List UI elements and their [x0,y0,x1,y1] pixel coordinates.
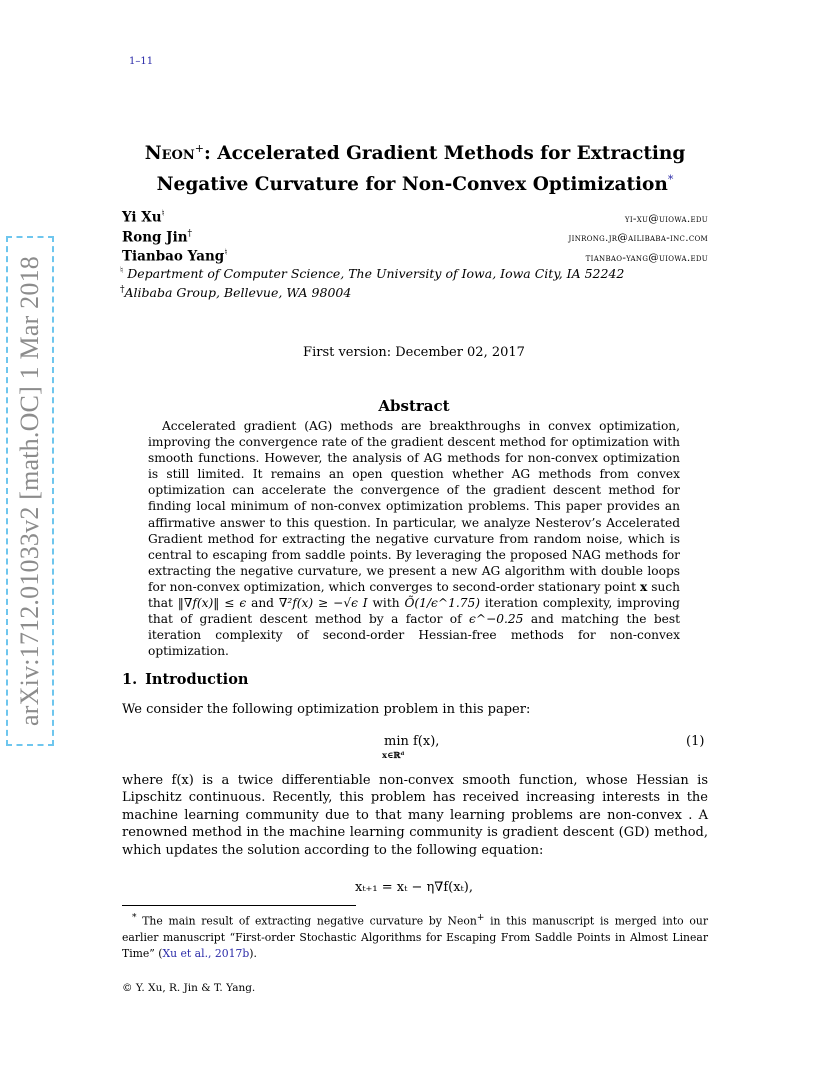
arxiv-stamp [6,236,54,746]
author-row [122,209,708,229]
author-email: jinrong.jr@ailibaba-inc.com [568,232,708,244]
author-name: Tianbao Yang♮ [122,248,228,265]
affiliation: †Alibaba Group, Bellevue, WA 98004 [120,285,352,301]
running-head: 1–11 [129,56,154,67]
footnote-rule [122,905,356,906]
equation-1-number: (1) [686,734,705,749]
title-footnote-mark[interactable]: * [667,173,674,187]
equation-1-subscript: x∈ℝᵈ [382,751,405,761]
equation-gd-update: xₜ₊₁ = xₜ − η∇f(xₜ), [355,880,473,895]
intro-paragraph: We consider the following optimization problem in this paper: [122,702,531,717]
version-date: First version: December 02, 2017 [303,345,525,360]
author-block [122,209,708,268]
author-email: tianbao-yang@uiowa.edu [585,251,708,264]
footnote: * The main result of extracting negative curvature by Neon+ in this manuscript is merged into our earlier manuscript “First-order Stochastic Algorithms for Escaping From Saddle Points in Almost Linear Time” (Xu et al., 2017b). [122,913,708,960]
paper-title [100,136,730,198]
author-name: Yi Xu♮ [122,209,165,226]
abstract-heading: Abstract [378,397,450,415]
equation-1-expr: min f(x), [384,734,440,749]
author-email: yi-xu@uiowa.edu [624,212,708,225]
citation-link[interactable]: Xu et al., 2017b [162,946,250,960]
title-line1: : Accelerated Gradient Methods for Extracting [203,143,686,165]
title-name-sup: + [194,142,204,155]
author-row [122,229,708,249]
intro-paragraph: where f(x) is a twice differentiable non-convex smooth function, whose Hessian is Lipschitz continuous. Recently, this problem has received increasing interests in the machine learning community due to that many learning problems are non-convex . A renowned method in the machine learning community is gradient descent (GD) method, which updates the solution according to the following equation: [122,773,708,858]
copyright-notice: © Y. Xu, R. Jin & T. Yang. [122,982,256,994]
title-line2: Negative Curvature for Non-Convex Optimization [156,174,668,196]
equation-1 [382,734,440,761]
author-name: Rong Jin† [122,228,193,245]
arxiv-identifier: arXiv:1712.01033v2 [math.OC] 1 Mar 2018 [15,256,44,726]
abstract-text: Accelerated gradient (AG) methods are breakthroughs in convex optimization, improving the convergence rate of the gradient descent method for optimization with smooth functions. However, the analysis of AG methods for non-convex optimization is still limited. It remains an open question whether AG methods from convex optimization can accelerate the convergence of the gradient descent method for finding local minimum of non-convex optimization problems. This paper provides an affirmative answer to this question. In particular, we analyze Nesterov’s Accelerated Gradient method for extracting the negative curvature from random noise, which is central to escaping from saddle points. By leveraging the proposed NAG methods for extracting the negative curvature, we present a new AG algorithm with double loops for non-convex optimization, which converges to second-order stationary point x such that ‖∇f(x)‖ ≤ ϵ and ∇²f(x) ≥ −√ϵ I with Õ(1/ϵ^1.75) iteration complexity, improving that of gradient descent method by a factor of ϵ^−0.25 and matching the best iteration complexity of second-order Hessian-free methods for non-convex optimization. [148,419,681,659]
affiliation: ♮ Department of Computer Science, The University of Iowa, Iowa City, IA 52242 [120,266,625,282]
section-heading: 1. Introduction [122,671,249,688]
author-row [122,248,708,268]
title-name: Neon [144,143,195,165]
